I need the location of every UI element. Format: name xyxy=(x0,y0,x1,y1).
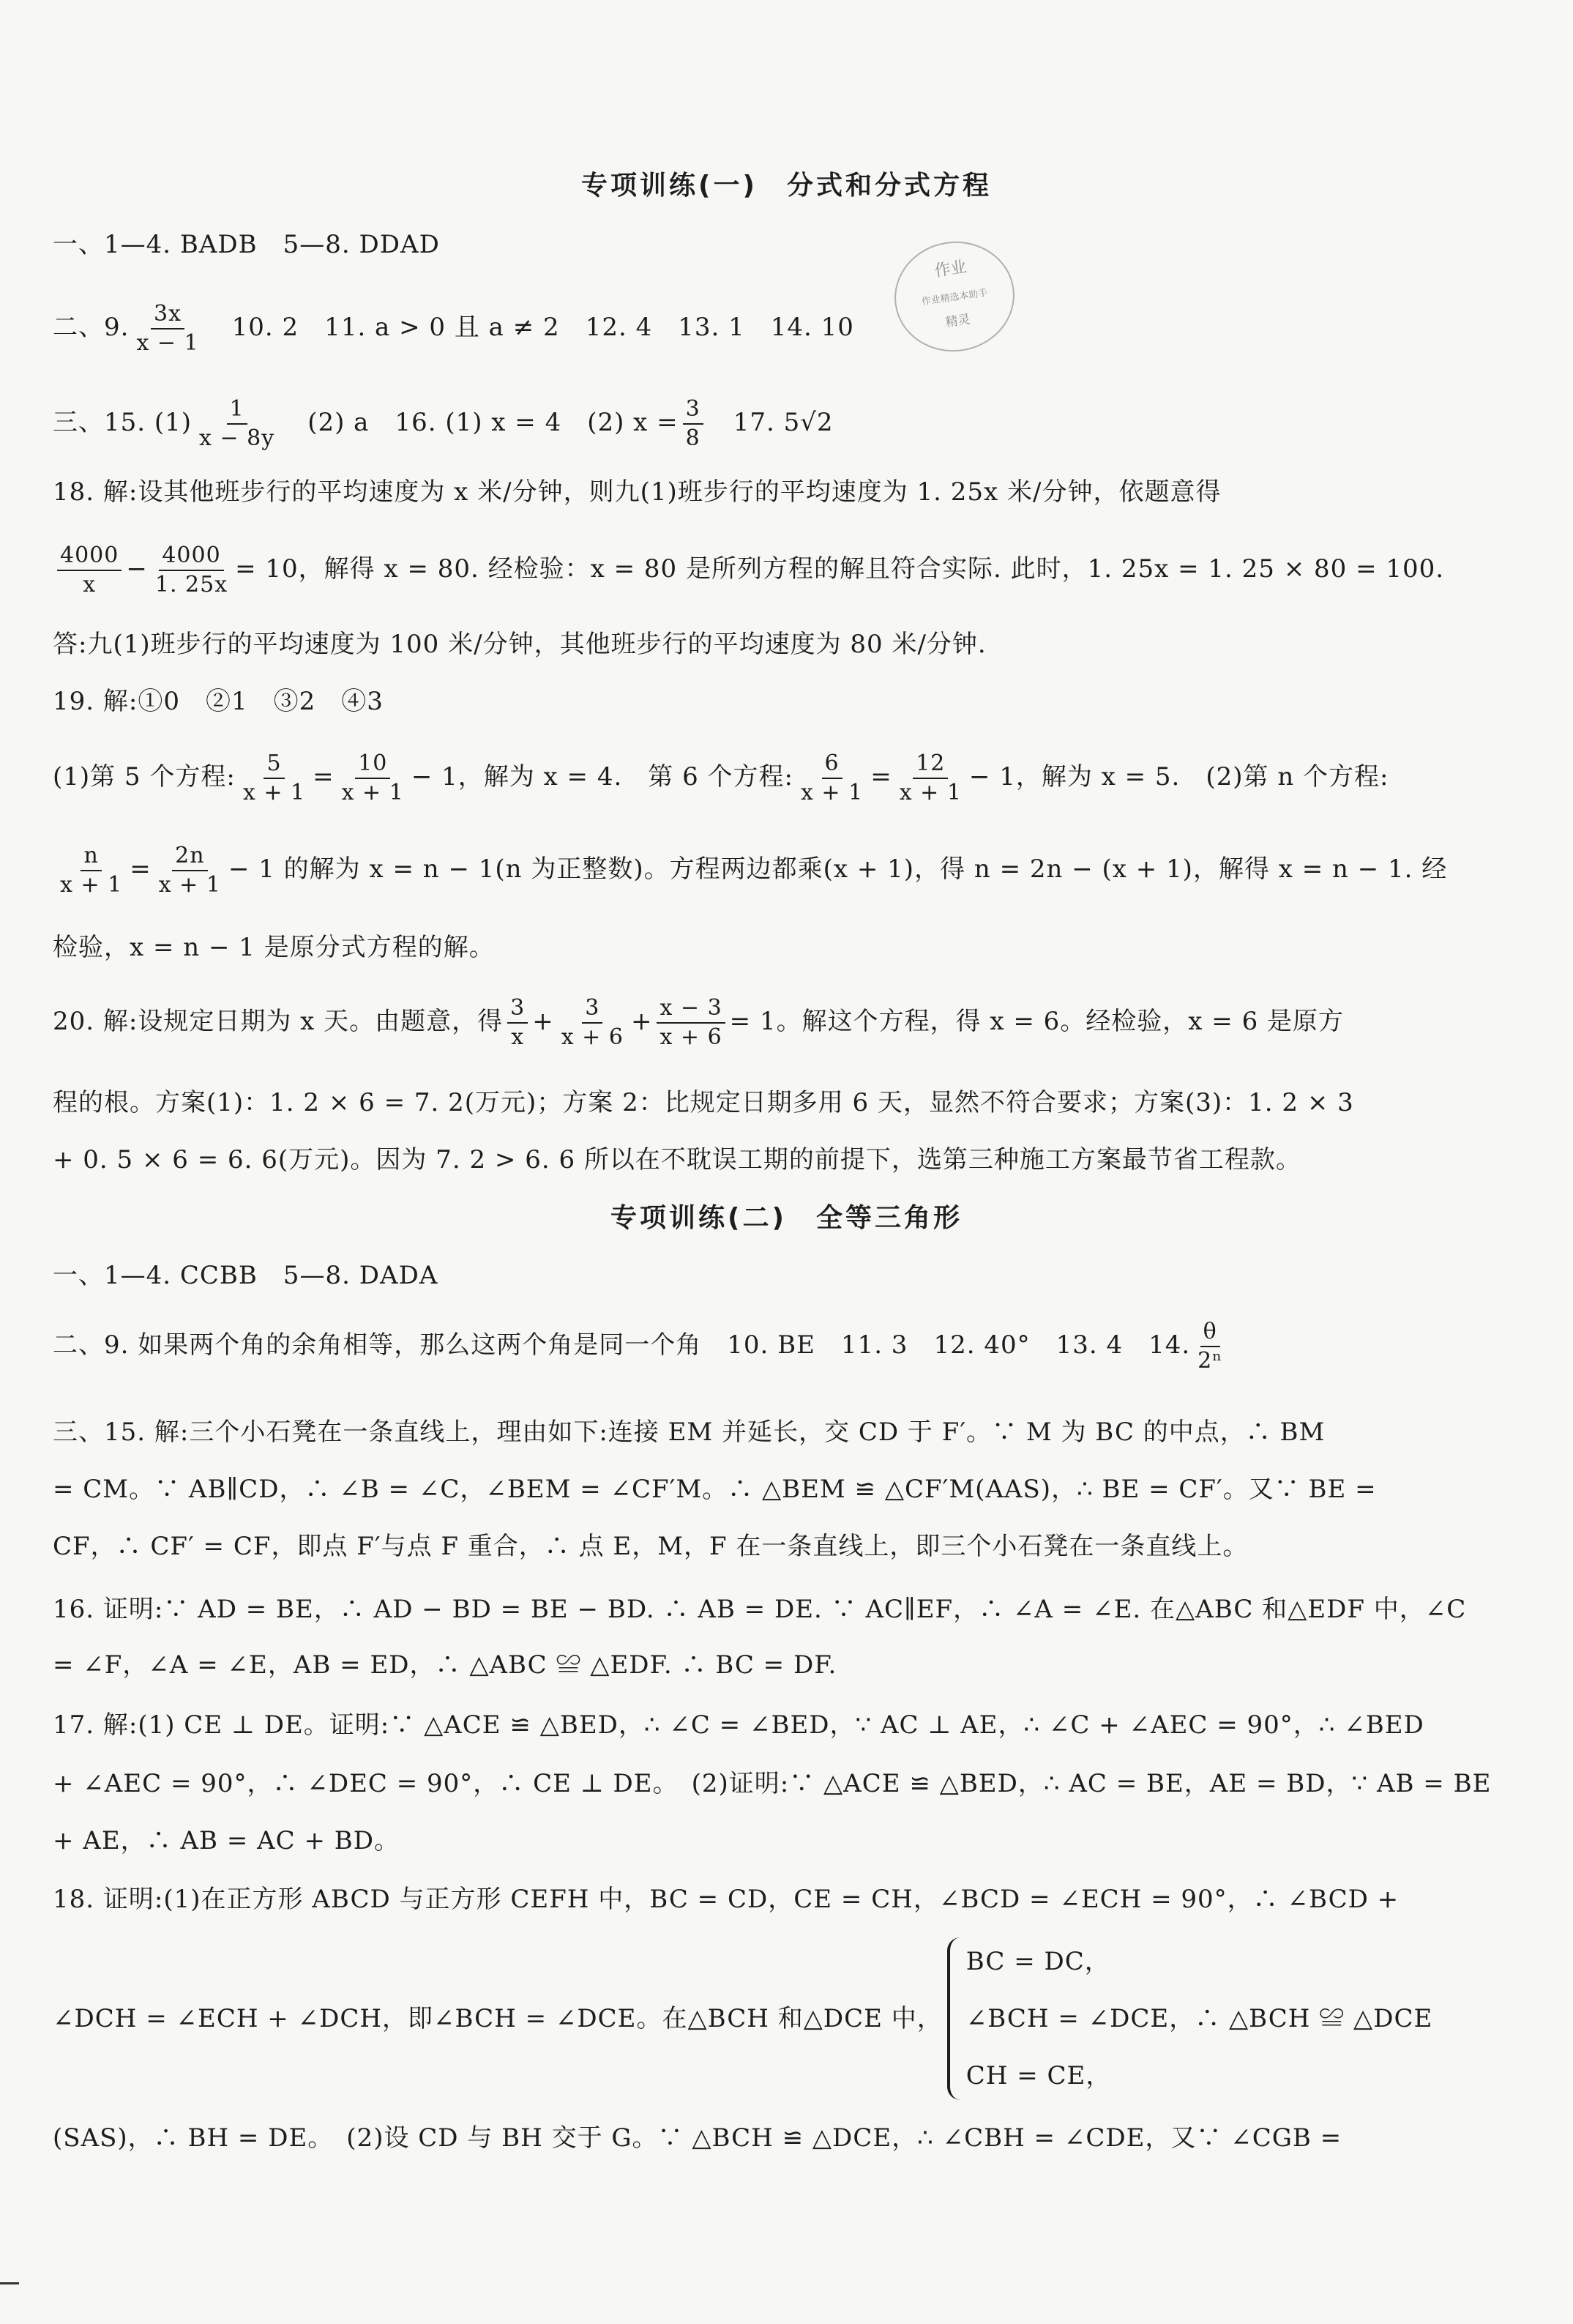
fraction xyxy=(558,994,627,1051)
s1-line-7: 19. 解:①0 ②1 ③2 ④3 xyxy=(53,687,384,716)
s1-line-13: + 0. 5 × 6 = 6. 6(万元)。因为 7. 2 > 6. 6 所以在不耽误工期的前提下，选第三种施工方案最节省工程款。 xyxy=(53,1145,1301,1174)
numerator: 4000 xyxy=(57,542,122,571)
s1-line-10: 检验，x = n − 1 是原分式方程的解。 xyxy=(53,933,495,962)
text: 10. 2 11. a > 0 且 a ≠ 2 12. 4 13. 1 14. 10 xyxy=(206,313,854,342)
numerator: 12 xyxy=(913,750,948,779)
text: + xyxy=(630,1007,653,1036)
denominator: x + 1 xyxy=(341,780,404,805)
fraction xyxy=(196,395,277,452)
numerator: 3 xyxy=(683,395,703,425)
system-row-3: CH = CE， xyxy=(965,2061,1112,2090)
s2-line-9: + ∠AEC = 90°，∴ ∠DEC = 90°，∴ CE ⊥ DE。 (2)证明:∵ △ACE ≌ △BED，∴ AC = BE，AE = BD，∵ AB = BE xyxy=(53,1769,1492,1798)
numerator: x − 3 xyxy=(657,994,725,1024)
text: 17. 5√2 xyxy=(707,408,834,437)
denominator: 2ⁿ xyxy=(1198,1348,1223,1374)
text: + xyxy=(532,1007,554,1036)
text: (2) a 16. (1) x = 4 (2) x = xyxy=(282,408,679,437)
fraction xyxy=(57,842,125,899)
denominator: x xyxy=(511,1024,525,1050)
denominator: x xyxy=(83,572,97,597)
denominator: x − 8y xyxy=(199,425,275,451)
equation-system xyxy=(947,1933,1433,2104)
s2-line-10: + AE，∴ AB = AC + BD。 xyxy=(53,1826,400,1855)
s2-line-11: 18. 证明:(1)在正方形 ABCD 与正方形 CEFH 中，BC = CD，CE = CH，∠BCD = ∠ECH = 90°，∴ ∠BCD + xyxy=(53,1885,1400,1914)
fraction xyxy=(133,300,201,357)
section2-title: 专项训练(二) 全等三角形 xyxy=(610,1203,963,1233)
fraction xyxy=(339,750,407,807)
s1-line-8 xyxy=(53,750,1517,807)
s1-line-12: 程的根。方案(1)：1. 2 × 6 = 7. 2(万元)；方案 2：比规定日期多用 6 天，显然不符合要求；方案(3)：1. 2 × 3 xyxy=(53,1088,1354,1117)
s1-line-5 xyxy=(53,542,1517,599)
numerator: 3 xyxy=(582,994,602,1024)
fraction xyxy=(897,750,965,807)
text: = xyxy=(870,762,892,792)
text: − 1 的解为 x = n − 1(n 为正整数)。方程两边都乘(x + 1)，得 n = 2n − (x + 1)，解得 x = n − 1. 经 xyxy=(228,854,1448,884)
stamp-bottom: 精灵 xyxy=(944,312,971,330)
s2-line-5: CF，∴ CF′ = CF，即点 F′与点 F 重合，∴ 点 E，M，F 在一条直线上，即三个小石凳在一条直线上。 xyxy=(53,1532,1249,1561)
s1-line-6: 答:九(1)班步行的平均速度为 100 米/分钟，其他班步行的平均速度为 80 米/分钟. xyxy=(53,630,987,659)
text: = 10，解得 x = 80. 经检验：x = 80 是所列方程的解且符合实际. 此时，1. 25x = 1. 25 × 80 = 100. xyxy=(235,554,1445,584)
s2-line-12 xyxy=(53,1933,1517,2104)
s2-line-2 xyxy=(53,1318,1517,1375)
numerator: θ xyxy=(1200,1318,1220,1347)
fraction xyxy=(798,750,866,807)
s2-line-6: 16. 证明:∵ AD = BE，∴ AD − BD = BE − BD. ∴ AB = DE. ∵ AC∥EF，∴ ∠A = ∠E. 在△ABC 和△EDF 中，∠C xyxy=(53,1595,1467,1624)
fraction xyxy=(240,750,308,807)
s1-line-9 xyxy=(53,842,1517,899)
numerator: 2n xyxy=(172,842,207,871)
text: 20. 解:设规定日期为 x 天。由题意，得 xyxy=(53,1007,504,1036)
denominator: 8 xyxy=(685,425,700,451)
text: 二、9. 如果两个角的余角相等，那么这两个角是同一个角 10. BE 11. 3 12. 40° 13. 4 14. xyxy=(53,1330,1191,1360)
denominator: x + 1 xyxy=(60,872,123,898)
system-row-1: BC = DC， xyxy=(965,1947,1110,1976)
fraction xyxy=(683,395,703,452)
s1-line-3 xyxy=(53,395,1517,452)
numerator: 4000 xyxy=(159,542,223,571)
section1-title: 专项训练(一) 分式和分式方程 xyxy=(581,171,992,201)
denominator: x + 1 xyxy=(899,780,962,805)
fraction xyxy=(156,842,224,899)
text: 三、15. (1) xyxy=(53,408,193,437)
text: = 1。解这个方程，得 x = 6。经检验，x = 6 是原方 xyxy=(729,1007,1345,1036)
fraction xyxy=(507,994,528,1051)
denominator: x − 1 xyxy=(136,330,199,356)
s1-line-11 xyxy=(53,994,1517,1051)
numerator: 5 xyxy=(264,750,284,779)
numerator: 3 xyxy=(507,994,528,1024)
s2-line-8: 17. 解:(1) CE ⊥ DE。证明:∵ △ACE ≌ △BED，∴ ∠C = ∠BED，∵ AC ⊥ AE，∴ ∠C + ∠AEC = 90°，∴ ∠BED xyxy=(53,1710,1424,1740)
s1-line-4: 18. 解:设其他班步行的平均速度为 x 米/分钟，则九(1)班步行的平均速度为 1. 25x 米/分钟，依题意得 xyxy=(53,477,1222,507)
denominator: x + 1 xyxy=(158,872,221,898)
s2-line-1: 一、1—4. CCBB 5—8. DADA xyxy=(53,1261,438,1290)
denominator: x + 6 xyxy=(561,1024,624,1050)
text: ∠DCH = ∠ECH + ∠DCH，即∠BCH = ∠DCE。在△BCH 和△DCE 中， xyxy=(53,2004,943,2033)
fraction xyxy=(57,542,122,599)
text: = xyxy=(130,854,152,884)
fraction xyxy=(657,994,725,1051)
stamp-top: 作业 xyxy=(933,258,968,281)
s2-line-3: 三、15. 解:三个小石凳在一条直线上，理由如下:连接 EM 并延长，交 CD 于 F′。∵ M 为 BC 的中点，∴ BM xyxy=(53,1418,1326,1447)
numerator: 1 xyxy=(227,395,247,425)
denominator: x + 1 xyxy=(800,780,864,805)
denominator: 1. 25x xyxy=(154,572,228,597)
s1-line-2 xyxy=(53,300,1517,357)
text: 二、9. xyxy=(53,313,130,342)
denominator: x + 6 xyxy=(660,1024,722,1050)
s2-line-13: (SAS)，∴ BH = DE。 (2)设 CD 与 BH 交于 G。∵ △BCH ≌ △DCE，∴ ∠CBH = ∠CDE，又∵ ∠CGB = xyxy=(53,2123,1342,2153)
numerator: 3x xyxy=(151,300,184,329)
stamp-middle: 作业精选本助手 xyxy=(921,287,989,308)
numerator: n xyxy=(81,842,101,871)
text: − 1，解为 x = 4. 第 6 个方程: xyxy=(411,762,793,792)
brace xyxy=(947,1937,963,2100)
text: = xyxy=(313,762,335,792)
s2-line-4: = CM。∵ AB∥CD，∴ ∠B = ∠C，∠BEM = ∠CF′M。∴ △BEM ≌ △CF′M(AAS)，∴ BE = CF′。又∵ BE = xyxy=(53,1475,1377,1504)
fraction xyxy=(1195,1318,1225,1375)
numerator: 10 xyxy=(355,750,390,779)
s2-line-7: = ∠F，∠A = ∠E，AB = ED，∴ △ABC ≌ △EDF. ∴ BC = DF. xyxy=(53,1650,837,1680)
system-row-2: ∠BCH = ∠DCE，∴ △BCH ≌ △DCE xyxy=(965,2004,1433,2033)
text: − 1，解为 x = 5. (2)第 n 个方程: xyxy=(968,762,1389,792)
fraction xyxy=(152,542,231,599)
s1-line-1: 一、1—4. BADB 5—8. DDAD xyxy=(53,230,440,259)
edge-mark xyxy=(0,2282,19,2284)
numerator: 6 xyxy=(822,750,842,779)
text: (1)第 5 个方程: xyxy=(53,762,236,792)
text: − xyxy=(126,554,148,584)
denominator: x + 1 xyxy=(242,780,306,805)
